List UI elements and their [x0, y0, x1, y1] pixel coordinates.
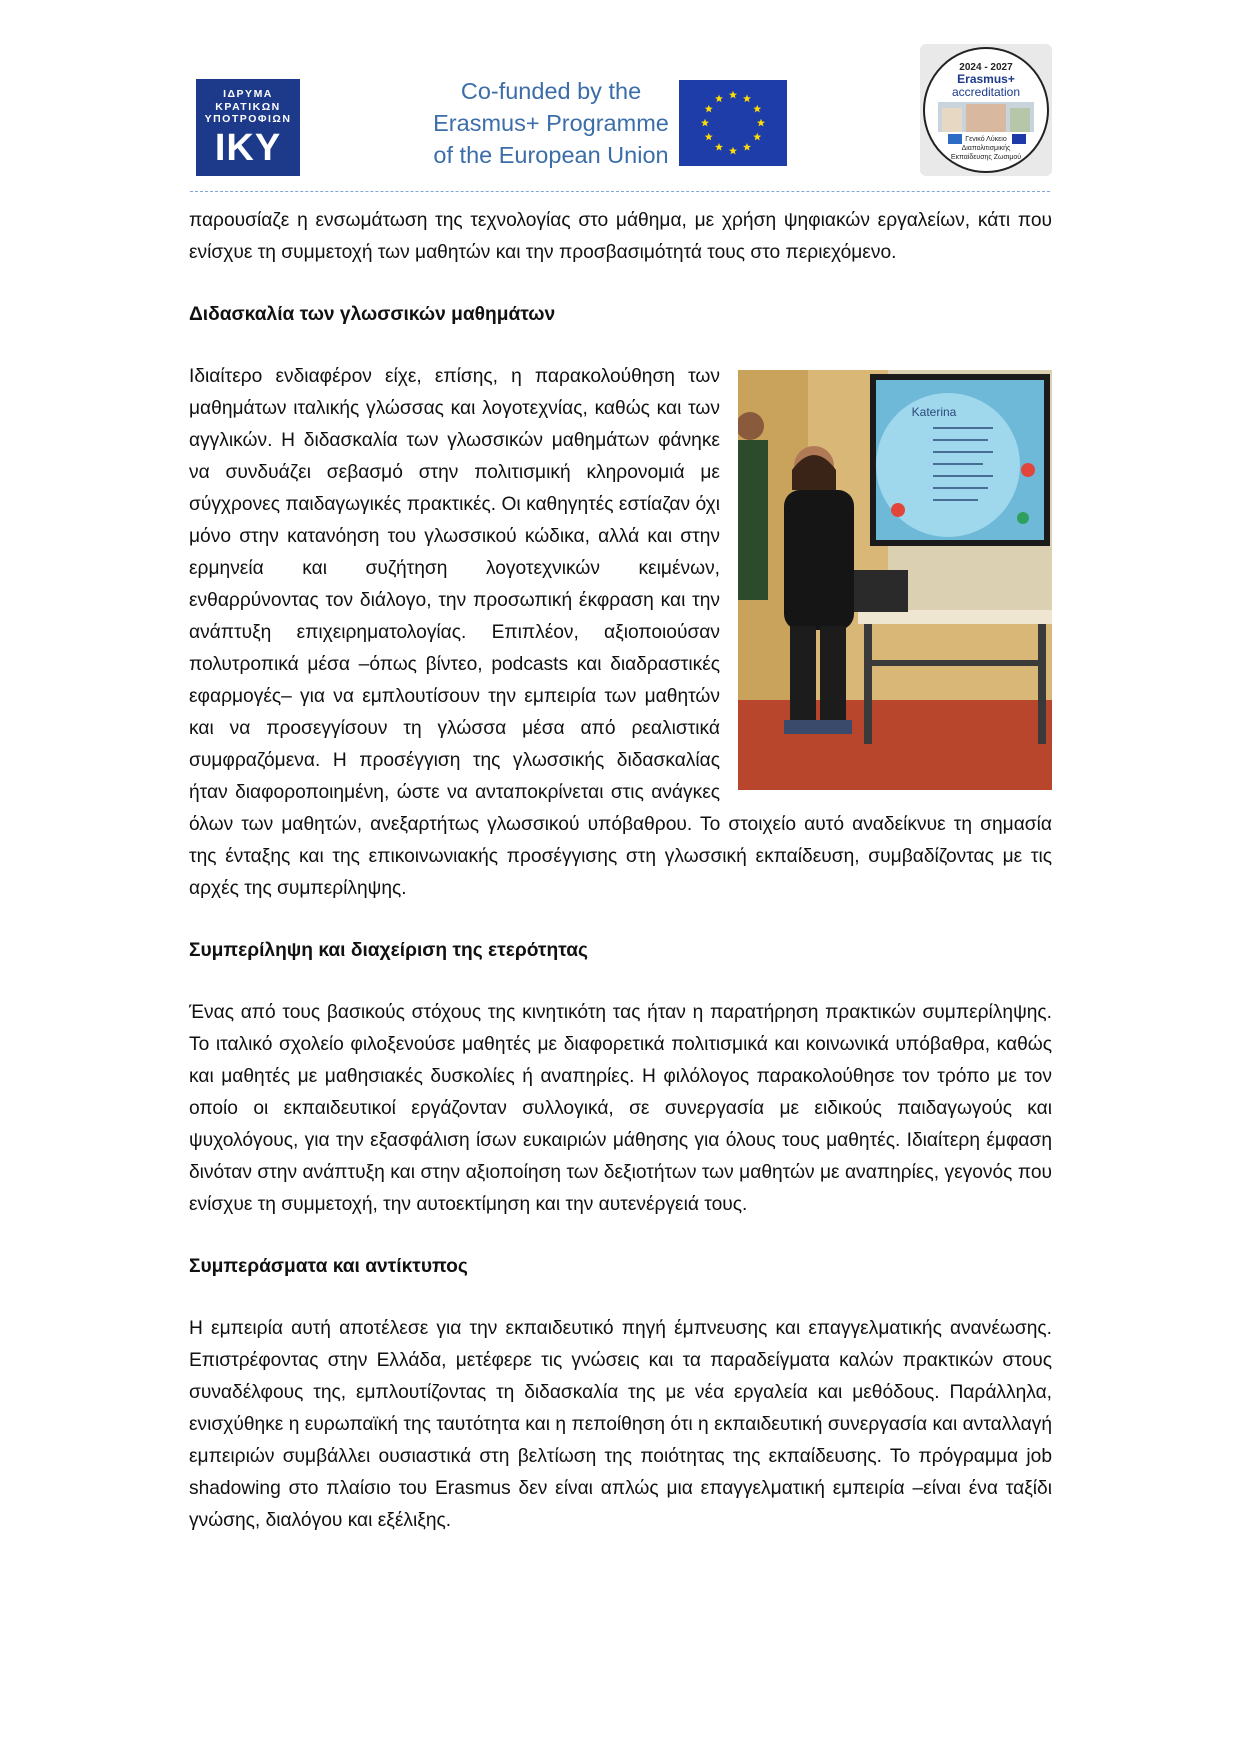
accreditation-school-line-2: Διαπολιτισμικής	[961, 145, 1011, 152]
heading-conclusions: Συμπεράσματα και αντίκτυπος	[189, 1256, 468, 1277]
accreditation-school-line-1: Γενικό Λύκειο	[965, 136, 1007, 143]
cofunded-line-2: Erasmus+ Programme	[433, 110, 669, 136]
paragraph-inclusion: Ένας από τους βασικούς στόχους της κινητικότη τας ήταν η παρατήρηση πρακτικών συμπερίληψης. Το ιταλικό σχολείο φιλοξενούσε μαθητές με διαφορετικά πολιτισμικά και κοινωνικά υπόβαθρα, καθώς και μαθητές με μαθησιακές δυσκολίες ή αναπηρίες. Η φιλόλογος παρακολούθησε τον τρόπο με τον οποίο οι εκπαιδευτικοί εργάζονταν συλλογικά, σε συνεργασία με ειδικούς παιδαγωγούς και ψυχολόγους, για την εξασφάλιση ίσων ευκαιριών μάθησης για όλους τους μαθητές. Ιδιαίτερη έμφαση δινόταν στην ανάπτυξη και στην αξιοποίηση των δεξιοτήτων των μαθητών με αναπηρίες, γεγονός που ενίσχυε τη συμμετοχή, την αυτοεκτίμηση και την αυτενέργειά τους.	[189, 1002, 1052, 1215]
accreditation-years: 2024 - 2027	[959, 62, 1013, 73]
iky-logo-line-3: ΥΠΟΤΡΟΦΙΩΝ	[204, 113, 292, 125]
eu-star	[743, 95, 751, 103]
eu-star	[705, 105, 713, 113]
heading-language-teaching: Διδασκαλία των γλωσσικών μαθημάτων	[189, 304, 556, 325]
classroom-photo	[738, 370, 1052, 790]
eu-star	[729, 147, 737, 155]
accreditation-subtitle: accreditation	[951, 85, 1021, 99]
iky-logo-acronym: ΙΚΥ	[214, 126, 282, 169]
accreditation-school-line-3: Εκπαίδευσης Ζωσιμού	[950, 154, 1022, 161]
eu-star	[701, 119, 709, 127]
screen-presentation-title: Katerina	[911, 405, 957, 419]
accreditation-title: Erasmus+	[957, 72, 1015, 86]
eu-star	[715, 143, 723, 151]
iky-logo-line-1: ΙΔΡΥΜΑ	[223, 88, 273, 100]
cofunded-line-3: of the European Union	[433, 142, 669, 168]
iky-logo-line-2: ΚΡΑΤΙΚΩΝ	[215, 100, 281, 113]
document-body	[189, 205, 1052, 1537]
cofunded-line-1: Co-funded by the	[460, 78, 642, 104]
eu-flag-icon	[679, 80, 787, 166]
iky-logo	[196, 79, 300, 176]
erasmus-accreditation-badge	[920, 44, 1052, 176]
paragraph-conclusions: Η εμπειρία αυτή αποτέλεσε για την εκπαιδευτικό πηγή έμπνευσης και επαγγελματικής ανανέωσης. Επιστρέφοντας στην Ελλάδα, μετέφερε τις γνώσεις και τα παραδείγματα καλών πρακτικών στους συναδέλφους της, εμπλουτίζοντας τη διδασκαλία της με νέα εργαλεία και μεθόδους. Παράλληλα, ενισχύθηκε η ευρωπαϊκή της ταυτότητα και η πεποίθηση ότι η εκπαιδευτική συνεργασία και ανταλλαγή εμπειριών συμβάλλει ουσιαστικά στη βελτίωση της ποιότητας της εκπαίδευσης. Το πρόγραμμα job shadowing στο πλαίσιο του Erasmus δεν είναι απλώς μια επαγγελματική εμπειρία –είναι ένα ταξίδι γνώσης, διαλόγου και εξέλιξης.	[189, 1318, 1052, 1531]
paragraph-intro: παρουσίαζε η ενσωμάτωση της τεχνολογίας στο μάθημα, με χρήση ψηφιακών εργαλείων, κάτι που ενίσχυε τη συμμετοχή των μαθητών και την προσβασιμότητά τους στο περιεχόμενο.	[189, 210, 1052, 263]
header-divider	[190, 191, 1050, 192]
eu-star	[753, 133, 761, 141]
eu-star	[743, 143, 751, 151]
eu-star	[757, 119, 765, 127]
eu-star	[729, 91, 737, 99]
heading-inclusion: Συμπερίληψη και διαχείριση της ετερότητας	[189, 940, 588, 961]
eu-star	[705, 133, 713, 141]
eu-star	[715, 95, 723, 103]
eu-star	[753, 105, 761, 113]
cofunded-statement	[432, 75, 670, 171]
paragraph-language-teaching: Ιδιαίτερο ενδιαφέρον είχε, επίσης, η παρακολούθηση των μαθημάτων ιταλικής γλώσσας και λογοτεχνίας, καθώς και των αγγλικών. Η διδασκαλία των γλωσσικών μαθημάτων φάνηκε να συνδυάζει σεβασμό στην πολιτισμική κληρονομιά με σύγχρονες παιδαγωγικές πρακτικές. Οι καθηγητές εστίαζαν όχι μόνο στην κατανόηση του γλωσσικού κώδικα, αλλά και στην ερμηνεία και συζήτηση λογοτεχνικών κειμένων, ενθαρρύνοντας τον διάλογο, την προσωπική έκφραση και την ανάπτυξη επιχειρηματολογίας. Επιπλέον, αξιοποιούσαν πολυτροπικά μέσα –όπως βίντεο, podcasts και διαδραστικές εφαρμογές– για να εμπλουτίσουν την εμπειρία των μαθητών και να προσεγγίσουν τη γλώσσα μέσα από ρεαλιστικά συμφραζόμενα. Η προσέγγιση της γλωσσικής διδασκαλίας ήταν διαφοροποιημένη, ώστε να ανταποκρίνεται στις ανάγκες όλων των μαθητών, ανεξαρτήτως γλωσσικού υπόβαθρου. Το στοιχείο αυτό αναδείκνυε τη σημασία της ένταξης και της επικοινωνιακής προσέγγισης στη γλωσσική εκπαίδευση, συμβαδίζοντας με τις αρχές της συμπερίληψης.	[189, 366, 1052, 899]
